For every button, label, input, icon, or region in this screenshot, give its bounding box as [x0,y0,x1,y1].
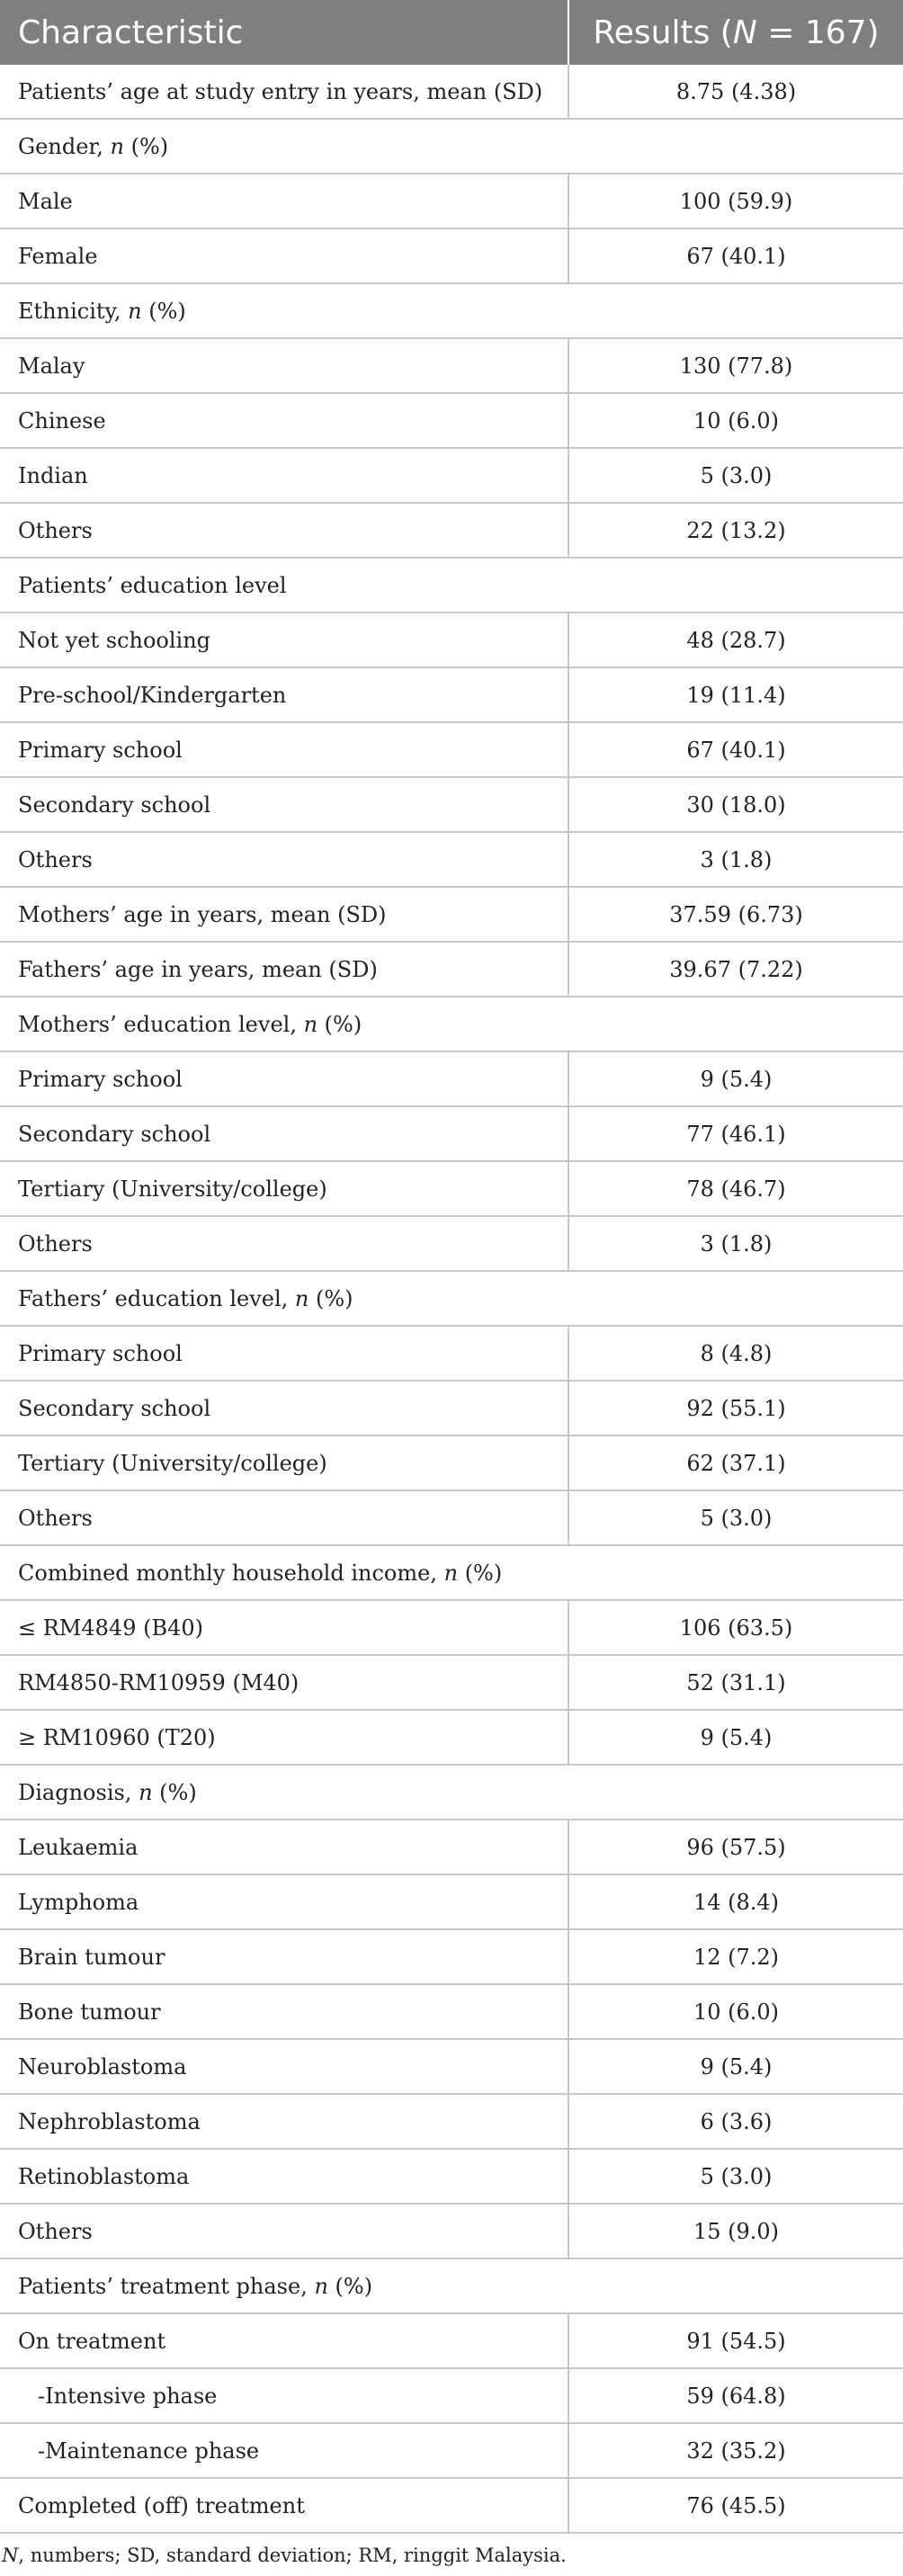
row-label [0,1326,568,1381]
row-label-text: ≤ RM4849 (B40) [18,1614,203,1641]
section-row [0,2258,903,2313]
row-label [0,2368,568,2423]
row-label-text: Patients’ age at study entry in years, mean (SD) [18,78,543,104]
row-label [0,119,903,174]
row-value: 100 (59.9) [568,174,903,228]
row-label [0,448,568,503]
row-label-text: Gender, [18,133,111,159]
row-label-text: Brain tumour [18,1944,165,1970]
row-label [0,2423,568,2478]
row-label [0,1765,903,1820]
row-label-tail: (%) [308,1285,353,1311]
row-label [0,65,568,119]
row-label-text: Nephroblastoma [18,2108,201,2134]
row-label [0,558,903,613]
row-label-tail: (%) [141,298,186,324]
row-value: 3 (1.8) [568,832,903,887]
row-value: 30 (18.0) [568,777,903,832]
row-value: 8.75 (4.38) [568,65,903,119]
row-value: 9 (5.4) [568,2039,903,2094]
row-label-text: Mothers’ education level, [18,1011,304,1037]
table-row [0,942,903,997]
row-label-italic: n [110,133,124,159]
table-row [0,2039,903,2094]
section-row [0,283,903,338]
row-label [0,1216,568,1271]
row-label [0,2149,568,2204]
header-results-prefix: Results ( [593,13,733,51]
row-label-text: -Maintenance phase [38,2437,260,2464]
table-row [0,1161,903,1216]
table-row [0,2204,903,2258]
row-label [0,393,568,448]
row-label-italic: n [443,1560,459,1586]
row-label-text: Not yet schooling [18,627,211,653]
row-label [0,1874,568,1929]
header-results [568,0,903,65]
row-label-italic: n [128,298,142,324]
row-label-text: Chinese [18,407,106,434]
row-value: 32 (35.2) [568,2423,903,2478]
row-label [0,1600,568,1655]
row-label [0,667,568,722]
table-row [0,65,903,119]
row-label [0,887,568,942]
table-header [0,0,903,65]
row-label [0,228,568,283]
row-label-text: Fathers’ education level, [18,1285,295,1311]
table-row [0,2478,903,2533]
row-value: 37.59 (6.73) [568,887,903,942]
row-value: 96 (57.5) [568,1820,903,1874]
row-label-tail: (%) [123,133,169,159]
row-label [0,1655,568,1710]
row-value: 48 (28.7) [568,613,903,667]
row-label [0,777,568,832]
row-label-tail: (%) [317,1011,362,1037]
row-label [0,1710,568,1765]
row-label [0,1161,568,1216]
row-label-text: Completed (off) treatment [18,2492,305,2518]
row-label-text: Others [18,517,93,543]
table-row [0,2423,903,2478]
row-label-text: Indian [18,462,88,488]
row-label [0,1381,568,1436]
row-label [0,2313,568,2368]
row-label [0,283,903,338]
table-row [0,1984,903,2039]
row-label-italic: n [303,1011,318,1037]
row-label [0,1820,568,1874]
row-value: 59 (64.8) [568,2368,903,2423]
row-label [0,1490,568,1545]
row-value: 5 (3.0) [568,1490,903,1545]
section-row [0,1545,903,1600]
row-label [0,1051,568,1106]
table-row [0,2313,903,2368]
table-row [0,887,903,942]
row-label-text: Primary school [18,1066,183,1092]
header-results-n: N [732,13,757,51]
table-row [0,1381,903,1436]
row-value: 15 (9.0) [568,2204,903,2258]
row-label-text: Tertiary (University/college) [18,1450,327,1476]
row-label-italic: n [314,2273,328,2299]
row-label [0,2039,568,2094]
row-label [0,1436,568,1490]
table-row [0,1929,903,1984]
table-row [0,1326,903,1381]
row-label-text: Male [18,188,73,214]
section-row [0,997,903,1051]
row-label [0,832,568,887]
row-label-text: RM4850-RM10959 (M40) [18,1669,300,1695]
section-row [0,1271,903,1326]
row-label-text: Malay [18,353,85,379]
table-footnote [0,2534,903,2566]
row-value: 67 (40.1) [568,228,903,283]
row-label-text: Others [18,846,93,872]
row-value: 91 (54.5) [568,2313,903,2368]
row-label-italic: n [294,1285,309,1311]
row-label [0,1984,568,2039]
table-row [0,174,903,228]
row-label [0,2204,568,2258]
row-label-tail: (%) [327,2273,373,2299]
table-row [0,1820,903,1874]
row-label [0,997,903,1051]
row-label [0,1929,568,1984]
row-label-tail: (%) [152,1779,197,1805]
table-row [0,1490,903,1545]
row-label-text: Diagnosis, [18,1779,139,1805]
row-label-text: Ethnicity, [18,298,129,324]
footnote-n: N [2,2545,19,2566]
row-value: 12 (7.2) [568,1929,903,1984]
row-label-text: Secondary school [18,792,211,818]
table-row [0,338,903,393]
footnote-text: , numbers; SD, standard deviation; RM, ringgit Malaysia. [18,2545,567,2566]
row-value: 5 (3.0) [568,448,903,503]
row-label-text: Others [18,1230,93,1257]
row-value: 92 (55.1) [568,1381,903,1436]
row-value: 22 (13.2) [568,503,903,558]
table-row [0,2094,903,2149]
row-label-text: Secondary school [18,1395,211,1421]
row-label [0,2258,903,2313]
row-label [0,503,568,558]
row-label-text: Fathers’ age in years, mean (SD) [18,956,378,982]
table-row [0,613,903,667]
table-row [0,1655,903,1710]
row-value: 130 (77.8) [568,338,903,393]
row-label-text: Neuroblastoma [18,2053,187,2080]
row-label-text: Lymphoma [18,1889,139,1915]
row-label-tail: (%) [458,1560,503,1586]
row-label-text: Others [18,1505,93,1531]
row-value: 14 (8.4) [568,1874,903,1929]
table-row [0,832,903,887]
row-label [0,2478,568,2533]
row-label [0,1545,903,1600]
row-value: 62 (37.1) [568,1436,903,1490]
section-row [0,119,903,174]
table-row [0,393,903,448]
row-label-text: Patients’ treatment phase, [18,2273,315,2299]
row-label [0,613,568,667]
row-label-text: Primary school [18,737,183,763]
row-label-text: Leukaemia [18,1834,139,1860]
row-value: 3 (1.8) [568,1216,903,1271]
table-row [0,777,903,832]
table-row [0,1710,903,1765]
table-row [0,1051,903,1106]
row-label-text: Others [18,2218,93,2244]
row-value: 76 (45.5) [568,2478,903,2533]
row-label-text: ≥ RM10960 (T20) [18,1724,216,1750]
table-row [0,503,903,558]
row-label [0,174,568,228]
row-value: 9 (5.4) [568,1710,903,1765]
table-row [0,2368,903,2423]
row-value: 10 (6.0) [568,1984,903,2039]
row-label [0,942,568,997]
row-value: 6 (3.6) [568,2094,903,2149]
header-results-suffix: = 167) [756,13,880,51]
row-label-text: Secondary school [18,1121,211,1147]
row-label-text: Retinoblastoma [18,2163,190,2189]
row-label-italic: n [139,1779,153,1805]
row-value: 77 (46.1) [568,1106,903,1161]
row-value: 10 (6.0) [568,393,903,448]
row-label-text: Combined monthly household income, [18,1560,444,1586]
table-row [0,722,903,777]
row-value: 9 (5.4) [568,1051,903,1106]
row-label-text: -Intensive phase [38,2383,218,2409]
row-label [0,1106,568,1161]
row-value: 19 (11.4) [568,667,903,722]
table-row [0,2149,903,2204]
row-value: 5 (3.0) [568,2149,903,2204]
row-value: 52 (31.1) [568,1655,903,1710]
section-row [0,1765,903,1820]
table-row [0,1216,903,1271]
table-row [0,667,903,722]
row-value: 78 (46.7) [568,1161,903,1216]
table-row [0,228,903,283]
row-value: 39.67 (7.22) [568,942,903,997]
table-row [0,1874,903,1929]
row-value: 106 (63.5) [568,1600,903,1655]
table-body [0,65,903,2533]
row-value: 67 (40.1) [568,722,903,777]
row-label-text: Pre-school/Kindergarten [18,682,287,708]
table-row [0,448,903,503]
row-label [0,2094,568,2149]
header-characteristic: Characteristic [0,0,568,65]
row-label-text: Primary school [18,1340,183,1366]
row-label [0,338,568,393]
row-label-text: Tertiary (University/college) [18,1176,327,1202]
table-row [0,1436,903,1490]
row-label-text: On treatment [18,2328,166,2354]
table-row [0,1106,903,1161]
row-label-text: Bone tumour [18,1999,161,2025]
table-row [0,1600,903,1655]
row-value: 8 (4.8) [568,1326,903,1381]
row-label-text: Female [18,243,98,269]
row-label [0,722,568,777]
row-label [0,1271,903,1326]
row-label-text: Mothers’ age in years, mean (SD) [18,901,387,927]
row-label-text: Patients’ education level [18,572,287,598]
section-row [0,558,903,613]
